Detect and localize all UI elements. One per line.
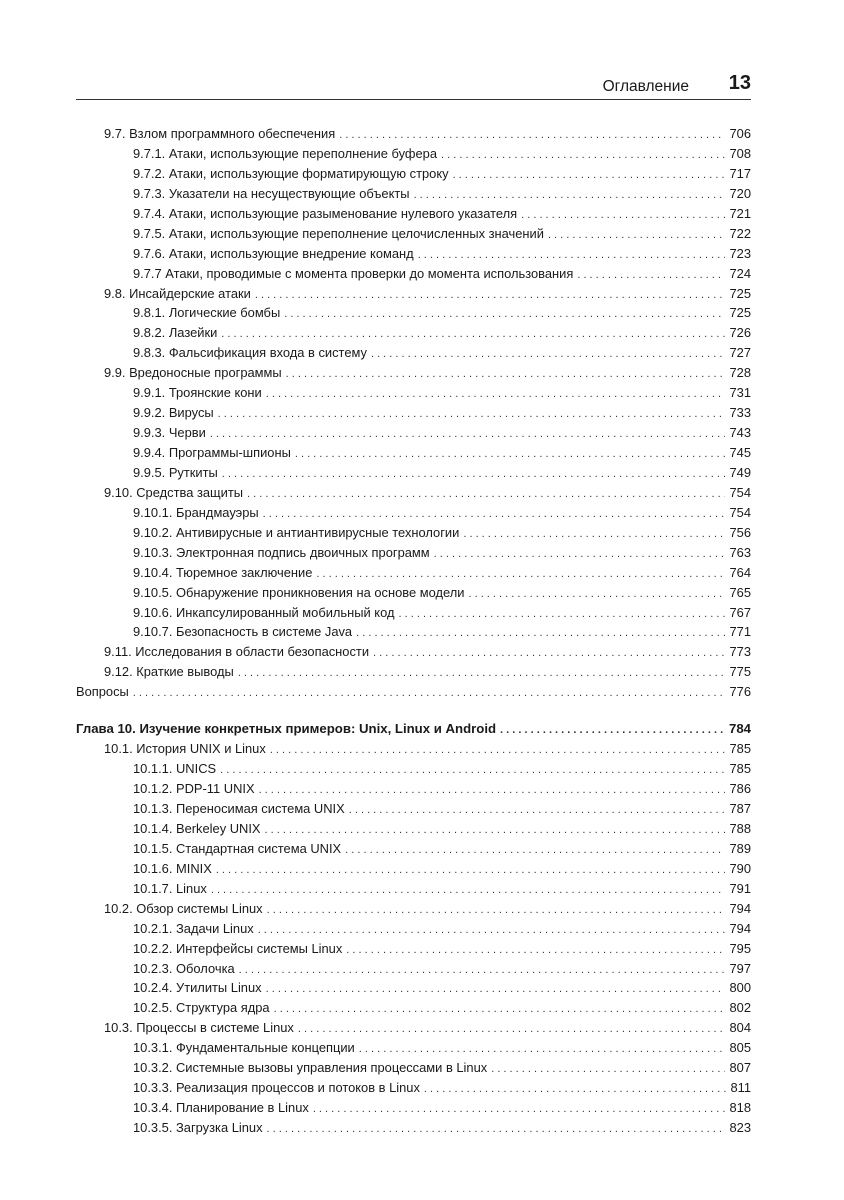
toc-entry[interactable]	[76, 204, 751, 224]
dot-leader	[434, 545, 726, 565]
toc-entry[interactable]	[76, 483, 751, 503]
toc-entry-title: 9.7.3. Указатели на несуществующие объекты	[133, 185, 410, 201]
toc-entry[interactable]	[76, 523, 751, 543]
toc-entry[interactable]	[76, 244, 751, 264]
toc-entry[interactable]	[76, 682, 751, 702]
toc-entry[interactable]	[76, 978, 751, 998]
toc-entry[interactable]	[76, 343, 751, 363]
toc-entry-title: 9.8.1. Логические бомбы	[133, 305, 281, 321]
toc-entry-title: 9.10.5. Обнаружение проникновения на основе модели	[133, 584, 465, 600]
toc-entry-page: 795	[729, 940, 751, 956]
toc-entry-page: 790	[729, 860, 751, 876]
dot-leader	[266, 980, 726, 1000]
dot-leader	[239, 961, 726, 981]
toc-entry[interactable]	[76, 839, 751, 859]
toc-entry-title: 10.3.1. Фундаментальные концепции	[133, 1040, 355, 1056]
toc-entry-title: 9.9.2. Вирусы	[133, 405, 214, 421]
toc-entry-page: 788	[729, 820, 751, 836]
toc-entry-title: 10.1.2. PDP-11 UNIX	[133, 781, 255, 797]
dot-leader	[266, 385, 726, 405]
page-header	[76, 72, 751, 100]
toc-entry-page: 725	[729, 285, 751, 301]
toc-entry-page: 733	[729, 405, 751, 421]
toc-entry-title: 10.3. Процессы в системе Linux	[104, 1020, 294, 1036]
toc-entry-page: 784	[728, 721, 751, 737]
dot-leader	[463, 525, 725, 545]
toc-section-chapter-10	[76, 739, 751, 1138]
dot-leader	[133, 684, 726, 704]
dot-leader	[399, 605, 726, 625]
toc-entry-title: 9.12. Краткие выводы	[104, 664, 234, 680]
toc-entry[interactable]	[76, 1038, 751, 1058]
toc-entry-title: 10.3.4. Планирование в Linux	[133, 1100, 309, 1116]
toc-entry-title: 10.1.5. Стандартная система UNIX	[133, 840, 342, 856]
toc-entry[interactable]	[76, 879, 751, 899]
toc-entry[interactable]	[76, 563, 751, 583]
toc-entry[interactable]	[76, 323, 751, 343]
toc-entry[interactable]	[76, 583, 751, 603]
toc-entry[interactable]	[76, 264, 751, 284]
toc-entry-page: 724	[729, 265, 751, 281]
toc-entry-page: 708	[729, 145, 751, 161]
toc-entry-title: 10.1. История UNIX и Linux	[104, 741, 266, 757]
page-number: 13	[728, 72, 751, 94]
toc-entry[interactable]	[76, 1018, 751, 1038]
toc-entry[interactable]	[76, 622, 751, 642]
toc-entry-page: 786	[729, 781, 751, 797]
toc-entry-page: 717	[729, 165, 751, 181]
dot-leader	[270, 741, 726, 761]
dot-leader	[222, 465, 726, 485]
toc-entry-title: 9.7.2. Атаки, использующие форматирующую строку	[133, 165, 449, 181]
dot-leader	[218, 405, 726, 425]
toc-entry[interactable]	[76, 959, 751, 979]
toc-entry[interactable]	[76, 799, 751, 819]
toc-entry-title: 9.7.6. Атаки, использующие внедрение команд	[133, 245, 414, 261]
dot-leader	[468, 585, 725, 605]
header-rule	[76, 99, 751, 100]
dot-leader	[577, 266, 725, 286]
dot-leader	[267, 1120, 726, 1140]
dot-leader	[453, 166, 726, 186]
toc-entry-title: 10.1.1. UNICS	[133, 761, 217, 777]
toc-entry-page: 789	[729, 840, 751, 856]
toc-entry-page: 811	[730, 1080, 751, 1096]
toc-entry[interactable]	[76, 463, 751, 483]
dot-leader	[424, 1080, 727, 1100]
dot-leader	[238, 664, 726, 684]
dot-leader	[247, 485, 725, 505]
dot-leader	[548, 226, 726, 246]
toc-entry-title: 9.7.5. Атаки, использующие переполнение целочисленных значений	[133, 225, 544, 241]
toc-entry-title: 10.3.2. Системные вызовы управления процессами в Linux	[133, 1060, 488, 1076]
dot-leader	[346, 941, 725, 961]
toc-chapter-heading[interactable]	[76, 718, 751, 739]
toc-entry-page: 743	[729, 425, 751, 441]
dot-leader	[286, 365, 726, 385]
toc-entry[interactable]	[76, 423, 751, 443]
toc-entry[interactable]	[76, 859, 751, 879]
toc-entry-page: 706	[729, 126, 751, 141]
toc-entry[interactable]	[76, 224, 751, 244]
dot-leader	[274, 1000, 726, 1020]
toc-entry-title: 9.9.4. Программы-шпионы	[133, 445, 291, 460]
toc-entry-title: 10.2.5. Структура ядра	[133, 1000, 270, 1016]
toc-entry-page: 767	[729, 604, 751, 620]
toc-entry-title: 10.3.3. Реализация процессов и потоков в Linux	[133, 1080, 420, 1096]
toc-entry[interactable]	[76, 998, 751, 1018]
dot-leader	[284, 305, 725, 325]
toc-entry[interactable]	[76, 443, 751, 463]
toc-entry-page: 771	[729, 624, 751, 640]
toc-entry-title: 9.7.1. Атаки, использующие переполнение буфера	[133, 145, 438, 161]
toc-entry-title: 9.8.3. Фальсификация входа в систему	[133, 345, 367, 361]
toc-entry-page: 764	[729, 564, 751, 580]
toc-entry-page: 754	[729, 504, 751, 520]
toc-entry-title: 9.10.2. Антивирусные и антиантивирусные технологии	[133, 524, 460, 540]
toc-entry-page: 722	[729, 225, 751, 241]
toc-entry[interactable]	[76, 603, 751, 623]
toc-entry-title: 10.2.1. Задачи Linux	[133, 920, 254, 936]
running-head-title: Оглавление	[602, 78, 689, 95]
dot-leader	[255, 286, 726, 306]
toc-entry-page: 791	[729, 880, 751, 896]
toc-entry-page: 731	[729, 385, 751, 401]
toc-entry-title: 10.1.4. Berkeley UNIX	[133, 820, 261, 836]
dot-leader	[298, 1020, 726, 1040]
toc-entry[interactable]	[76, 284, 751, 304]
dot-leader	[267, 901, 726, 921]
toc-entry-page: 818	[729, 1100, 751, 1116]
toc-entry[interactable]	[76, 939, 751, 959]
toc-entry[interactable]	[76, 124, 751, 144]
toc-entry-page: 802	[729, 1000, 751, 1016]
toc-entry-page: 804	[729, 1020, 751, 1036]
toc-entry-title: 9.7.7 Атаки, проводимые с момента проверки до момента использования	[133, 265, 574, 281]
toc-entry-page: 794	[729, 900, 751, 916]
toc-entry[interactable]	[76, 144, 751, 164]
toc-entry-title: 9.10. Средства защиты	[104, 484, 243, 500]
dot-leader	[295, 445, 726, 465]
toc-entry-title: 10.2. Обзор системы Linux	[104, 900, 263, 916]
toc-entry-page: 723	[729, 245, 751, 261]
toc-entry[interactable]	[76, 899, 751, 919]
chapter-spacer	[76, 702, 751, 718]
toc-entry-page: 756	[729, 524, 751, 540]
toc-entry-title: 9.10.3. Электронная подпись двоичных программ	[133, 544, 430, 560]
dot-leader	[345, 841, 725, 861]
toc-entry-title: 9.8.2. Лазейки	[133, 325, 218, 341]
toc-entry-title: 10.2.2. Интерфейсы системы Linux	[133, 940, 343, 956]
toc-entry[interactable]	[76, 1098, 751, 1118]
toc-entry-page: 720	[729, 185, 751, 201]
dot-leader	[500, 720, 725, 741]
toc-entry-page: 765	[729, 584, 751, 600]
toc-entry[interactable]	[76, 543, 751, 563]
toc-entry[interactable]	[76, 739, 751, 759]
toc-entry-page: 726	[729, 325, 751, 341]
dot-leader	[356, 624, 725, 644]
toc-section-chapter-9	[76, 124, 751, 702]
toc-entry[interactable]	[76, 164, 751, 184]
toc-entry[interactable]	[76, 662, 751, 682]
toc-entry-title: 10.1.3. Переносимая система UNIX	[133, 801, 345, 816]
toc-entry-title: 10.2.3. Оболочка	[133, 960, 235, 976]
dot-leader	[371, 345, 726, 365]
toc-entry[interactable]	[76, 919, 751, 939]
dot-leader	[373, 644, 725, 664]
toc-entry-title: 9.11. Исследования в области безопасности	[104, 644, 370, 660]
toc-entry-page: 797	[729, 960, 751, 976]
dot-leader	[313, 1100, 726, 1120]
dot-leader	[349, 801, 726, 821]
toc-entry-title: Глава 10. Изучение конкретных примеров: Unix, Linux и Android	[76, 721, 497, 737]
toc-entry-title: 9.9.5. Руткиты	[133, 464, 218, 480]
toc-entry-title: 9.7. Взлом программного обеспечения	[104, 126, 336, 141]
toc-entry[interactable]	[76, 383, 751, 403]
toc-entry[interactable]	[76, 403, 751, 423]
dot-leader	[491, 1060, 725, 1080]
toc-entry-title: 9.10.1. Брандмауэры	[133, 504, 259, 520]
dot-leader	[216, 861, 726, 881]
toc-entry-page: 773	[729, 644, 751, 660]
toc-entry-page: 749	[729, 464, 751, 480]
toc-entry-title: 10.1.7. Linux	[133, 880, 207, 896]
toc-entry[interactable]	[76, 184, 751, 204]
toc-entry-page: 787	[729, 801, 751, 816]
toc-entry[interactable]	[76, 1078, 751, 1098]
toc-entry-page: 776	[729, 684, 751, 700]
dot-leader	[211, 881, 726, 901]
toc-entry-title: 9.7.4. Атаки, использующие разыменование нулевого указателя	[133, 205, 518, 221]
toc-entry[interactable]	[76, 1118, 751, 1138]
toc-entry[interactable]	[76, 779, 751, 799]
toc-entry-title: 10.3.5. Загрузка Linux	[133, 1120, 263, 1135]
toc-entry-title: 10.2.4. Утилиты Linux	[133, 980, 262, 996]
toc-entry-page: 763	[729, 544, 751, 560]
toc-entry-page: 794	[729, 920, 751, 936]
dot-leader	[521, 206, 725, 226]
table-of-contents	[76, 124, 751, 1138]
toc-entry-title: 10.1.6. MINIX	[133, 860, 212, 876]
toc-entry-title: 9.10.6. Инкапсулированный мобильный код	[133, 604, 395, 620]
toc-entry-page: 727	[729, 345, 751, 361]
dot-leader	[441, 146, 725, 166]
toc-entry-page: 823	[729, 1120, 751, 1135]
toc-entry[interactable]	[76, 819, 751, 839]
toc-entry-title: 9.9. Вредоносные программы	[104, 365, 282, 381]
toc-entry-page: 754	[729, 484, 751, 500]
toc-entry-page: 725	[729, 305, 751, 321]
toc-entry-title: 9.10.4. Тюремное заключение	[133, 564, 313, 580]
toc-entry-page: 775	[729, 664, 751, 680]
toc-entry[interactable]	[76, 642, 751, 662]
toc-entry-title: Вопросы	[76, 684, 129, 700]
toc-entry-title: 9.9.3. Черви	[133, 425, 206, 441]
toc-entry[interactable]	[76, 503, 751, 523]
toc-entry-page: 800	[729, 980, 751, 996]
toc-entry-page: 805	[729, 1040, 751, 1056]
toc-entry[interactable]	[76, 303, 751, 323]
toc-entry[interactable]	[76, 1058, 751, 1078]
toc-entry-page: 728	[729, 365, 751, 381]
toc-entry-title: 9.10.7. Безопасность в системе Java	[133, 624, 353, 640]
toc-entry-page: 785	[729, 741, 751, 757]
toc-entry-title: 9.9.1. Троянские кони	[133, 385, 262, 401]
toc-entry-page: 745	[729, 445, 751, 460]
dot-leader	[220, 761, 725, 781]
toc-entry-page: 807	[729, 1060, 751, 1076]
toc-entry[interactable]	[76, 363, 751, 383]
toc-entry-page: 721	[729, 205, 751, 221]
toc-entry[interactable]	[76, 759, 751, 779]
toc-entry-page: 785	[729, 761, 751, 777]
toc-entry-title: 9.8. Инсайдерские атаки	[104, 285, 251, 301]
